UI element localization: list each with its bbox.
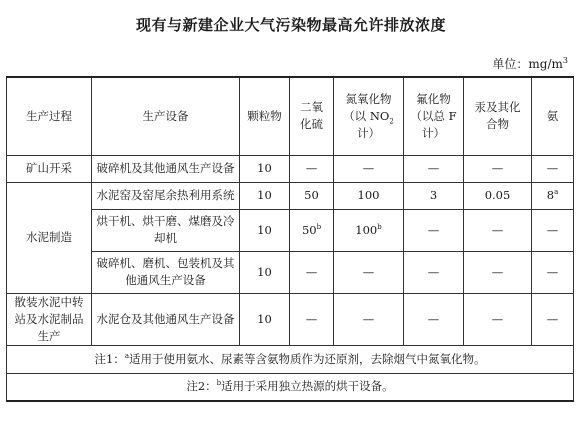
unit-value: mg/m <box>528 57 563 71</box>
footnote-marker-b: b <box>316 222 322 231</box>
header-fluoride <box>404 77 464 155</box>
cell-so2: — <box>290 293 334 345</box>
header-nox-line3: 计） <box>357 125 380 140</box>
cell-so2: — <box>290 251 334 293</box>
cell-pm: 10 <box>240 155 290 182</box>
cell-process: 矿山开采 <box>7 155 92 182</box>
header-row <box>7 77 574 155</box>
cell-ammonia: — <box>532 155 574 182</box>
header-mercury-line2: 合物 <box>486 117 509 132</box>
table-row <box>7 251 574 293</box>
footnote-label: 注2： <box>186 379 217 394</box>
table-row <box>7 209 574 251</box>
cell-so2: 50 <box>290 182 334 209</box>
cell-equipment: 破碎机及其他通风生产设备 <box>92 155 240 182</box>
note-row <box>7 345 574 373</box>
footnote-2 <box>7 373 574 401</box>
footnote-marker-a: a <box>124 351 129 360</box>
cell-equipment: 破碎机、磨机、包装机及其他通风生产设备 <box>92 251 240 293</box>
cell-equipment: 水泥仓及其他通风生产设备 <box>92 293 240 345</box>
cell-pm: 10 <box>240 209 290 251</box>
unit-prefix: 单位： <box>492 57 529 71</box>
footnote-marker-b: b <box>377 222 382 231</box>
table-row <box>7 182 574 209</box>
cell-process: 散装水泥中转站及水泥制品生产 <box>7 293 92 345</box>
header-so2-line2: 化硫 <box>300 117 323 132</box>
emission-limits-table <box>6 76 574 402</box>
cell-nox: — <box>334 293 404 345</box>
cell-pm: 10 <box>240 251 290 293</box>
header-nox-subscript: 2 <box>389 117 394 126</box>
table-row <box>7 293 574 345</box>
cell-ammonia: — <box>532 209 574 251</box>
unit-exponent: 3 <box>562 56 568 65</box>
cell-nox: — <box>334 251 404 293</box>
header-ammonia: 氨 <box>532 77 574 155</box>
note-row <box>7 373 574 401</box>
header-pm: 颗粒物 <box>240 77 290 155</box>
header-nox <box>334 77 404 155</box>
cell-ammonia: — <box>532 251 574 293</box>
cell-fluoride: — <box>404 155 464 182</box>
cell-mercury: — <box>464 209 532 251</box>
cell-mercury: — <box>464 293 532 345</box>
cell-mercury: — <box>464 155 532 182</box>
cell-ammonia: — <box>532 293 574 345</box>
cell-nox: 100 <box>334 182 404 209</box>
header-mercury-line1: 汞及其化 <box>474 100 521 115</box>
header-equipment: 生产设备 <box>92 77 240 155</box>
footnote-text: 适用于使用氨水、尿素等含氨物质作为还原剂，去除烟气中氮氧化物。 <box>129 351 486 366</box>
cell-fluoride: — <box>404 293 464 345</box>
cell-nox <box>334 209 404 251</box>
footnote-1 <box>7 345 574 373</box>
unit-label <box>492 55 568 72</box>
table-row <box>7 155 574 182</box>
footnote-marker-b: b <box>216 379 222 388</box>
cell-so2-value: 50 <box>301 222 317 237</box>
footnote-text: 适用于采用独立热源的烘干设备。 <box>221 379 394 394</box>
header-nox-line1: 氮氧化物 <box>345 91 392 106</box>
cell-nox-value: 100 <box>355 222 378 237</box>
header-fluoride-line3: 计） <box>422 125 445 140</box>
cell-equipment: 烘干机、烘干磨、煤磨及冷却机 <box>92 209 240 251</box>
header-nox-line2 <box>336 108 401 125</box>
cell-fluoride: 3 <box>404 182 464 209</box>
cell-mercury: 0.05 <box>464 182 532 209</box>
footnote-marker-a: a <box>554 188 559 197</box>
cell-ammonia <box>532 182 574 209</box>
header-process: 生产过程 <box>7 77 92 155</box>
cell-pm: 10 <box>240 182 290 209</box>
cell-ammonia-value: 8 <box>546 188 555 202</box>
cell-fluoride: — <box>404 251 464 293</box>
cell-pm: 10 <box>240 293 290 345</box>
header-nox-line2-text: （以 NO <box>343 108 390 123</box>
cell-nox: — <box>334 155 404 182</box>
header-so2-line1: 二氧 <box>300 100 323 115</box>
header-fluoride-line1: 氟化物 <box>416 91 451 106</box>
header-mercury <box>464 77 532 155</box>
cell-process: 水泥制造 <box>7 182 92 293</box>
header-so2 <box>290 77 334 155</box>
footnote-label: 注1： <box>94 351 125 366</box>
cell-mercury: — <box>464 251 532 293</box>
cell-equipment: 水泥窑及窑尾余热利用系统 <box>92 182 240 209</box>
cell-so2 <box>290 209 334 251</box>
table-title: 现有与新建企业大气污染物最高允许排放浓度 <box>135 16 446 34</box>
cell-fluoride: — <box>404 209 464 251</box>
cell-so2: — <box>290 155 334 182</box>
header-fluoride-line2: （以总 F <box>410 108 457 123</box>
